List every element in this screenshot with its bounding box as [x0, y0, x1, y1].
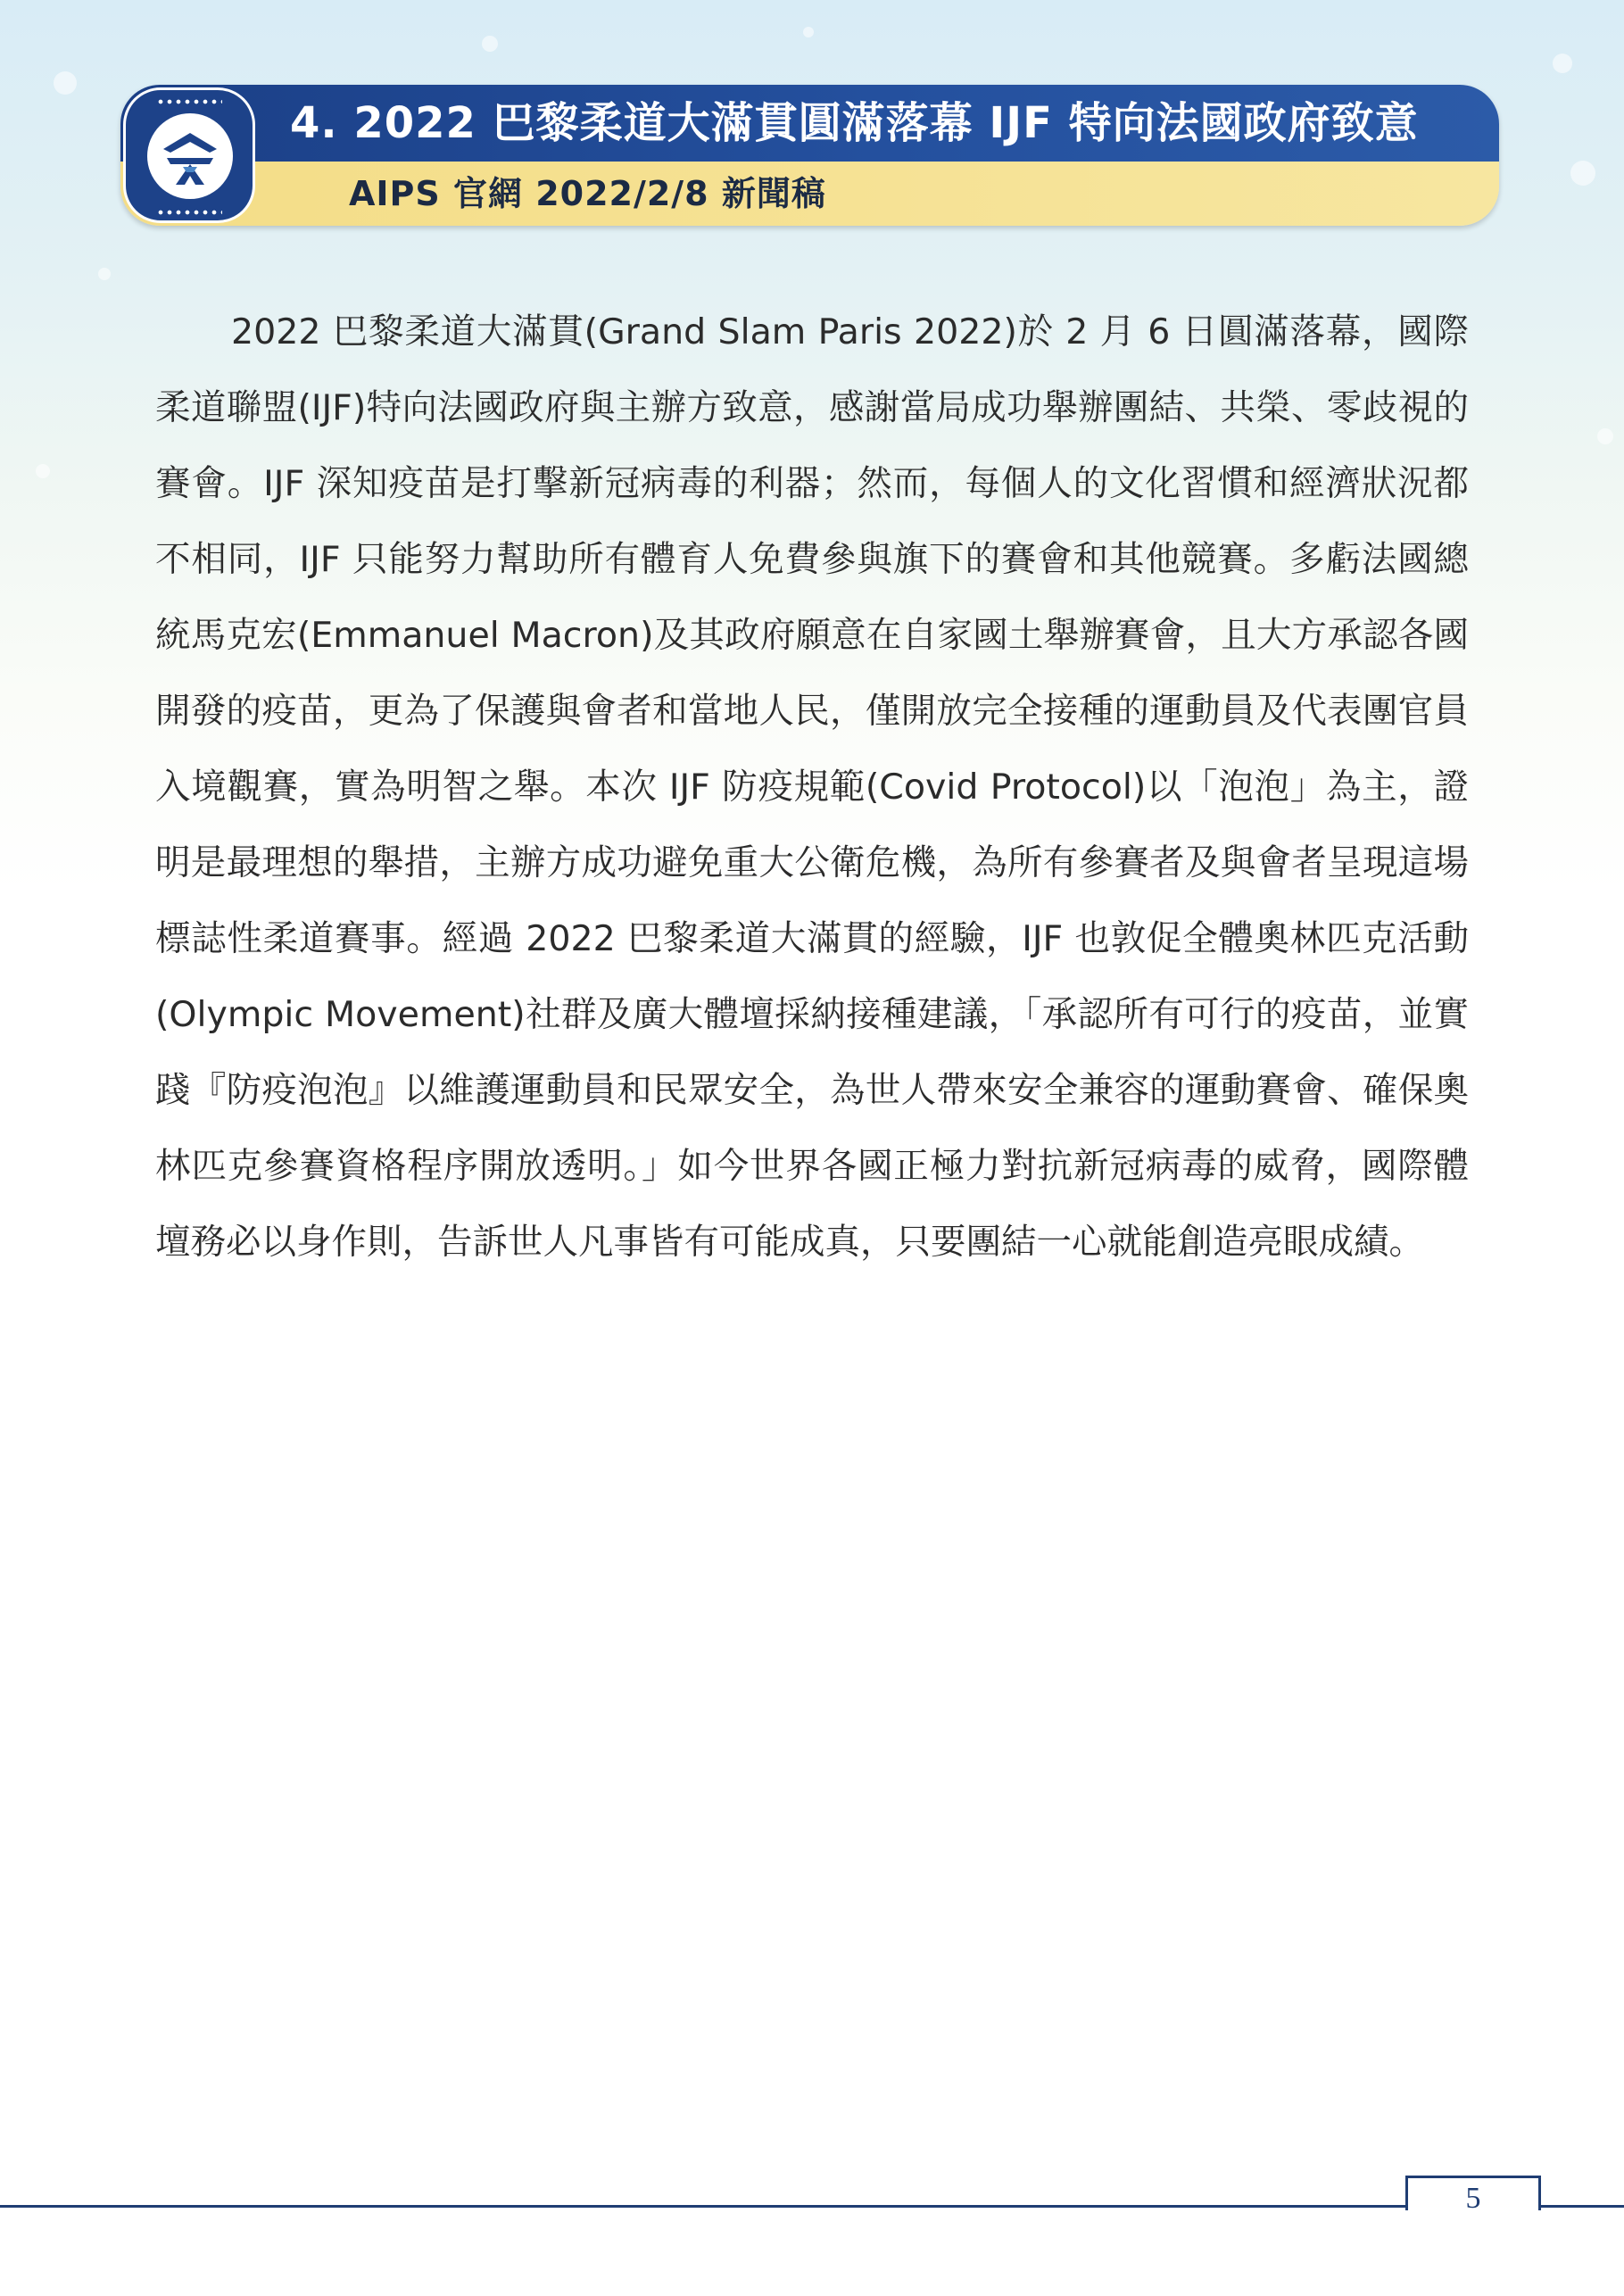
logo-dots-top — [156, 99, 222, 104]
section-title: 4. 2022 巴黎柔道大滿貫圓滿落幕 IJF 特向法國政府致意 — [290, 98, 1419, 148]
logo-dots-bottom — [156, 210, 222, 215]
article-body: 2022 巴黎柔道大滿貫(Grand Slam Paris 2022)於 2 月 6 日圓滿落幕，國際柔道聯盟(IJF)特向法國政府與主辦方致意，感謝當局成功舉辦團結、共榮、零歧視的賽會。IJF 深知疫苗是打擊新冠病毒的利器；然而，每個人的文化習慣和經濟狀況都不相同，IJF 只能努力幫助所有體育人免費參與旗下的賽會和其他競賽。多虧法國總統馬克宏(Emmanuel Macron)及其政府願意在自家國土舉辦賽會，且大方承認各國開發的疫苗，更為了保護與會者和當地人民，僅開放完全接種的運動員及代表團官員入境觀賽，實為明智之舉。本次 IJF 防疫規範(Covid Protocol)以「泡泡」為主，證明是最理想的舉措，主辦方成功避免重大公衛危機，為所有參賽者及與會者呈現這場標誌性柔道賽事。經過 2022 巴黎柔道大滿貫的經驗，IJF 也敦促全體奧林匹克活動(Olympic Movement)社群及廣大體壇採納接種建議，「承認所有可行的疫苗，並實踐『防疫泡泡』以維護運動員和民眾安全，為世人帶來安全兼容的運動賽會、確保奧林匹克參賽資格程序開放透明。」如今世界各國正極力對抗新冠病毒的威脅，國際體壇務必以身作則，告訴世人凡事皆有可能成真，只要團結一心就能創造亮眼成績。 — [155, 311, 1469, 1263]
section-title-banner — [120, 85, 1499, 226]
sports-logo-icon — [123, 87, 255, 223]
emblem-glyph-icon — [147, 113, 233, 199]
footer-rule — [0, 2205, 1624, 2208]
page-number: 5 — [1465, 2182, 1481, 2215]
logo-emblem — [147, 113, 233, 199]
section-subtitle: AIPS 官網 2022/2/8 新聞稿 — [349, 174, 826, 213]
